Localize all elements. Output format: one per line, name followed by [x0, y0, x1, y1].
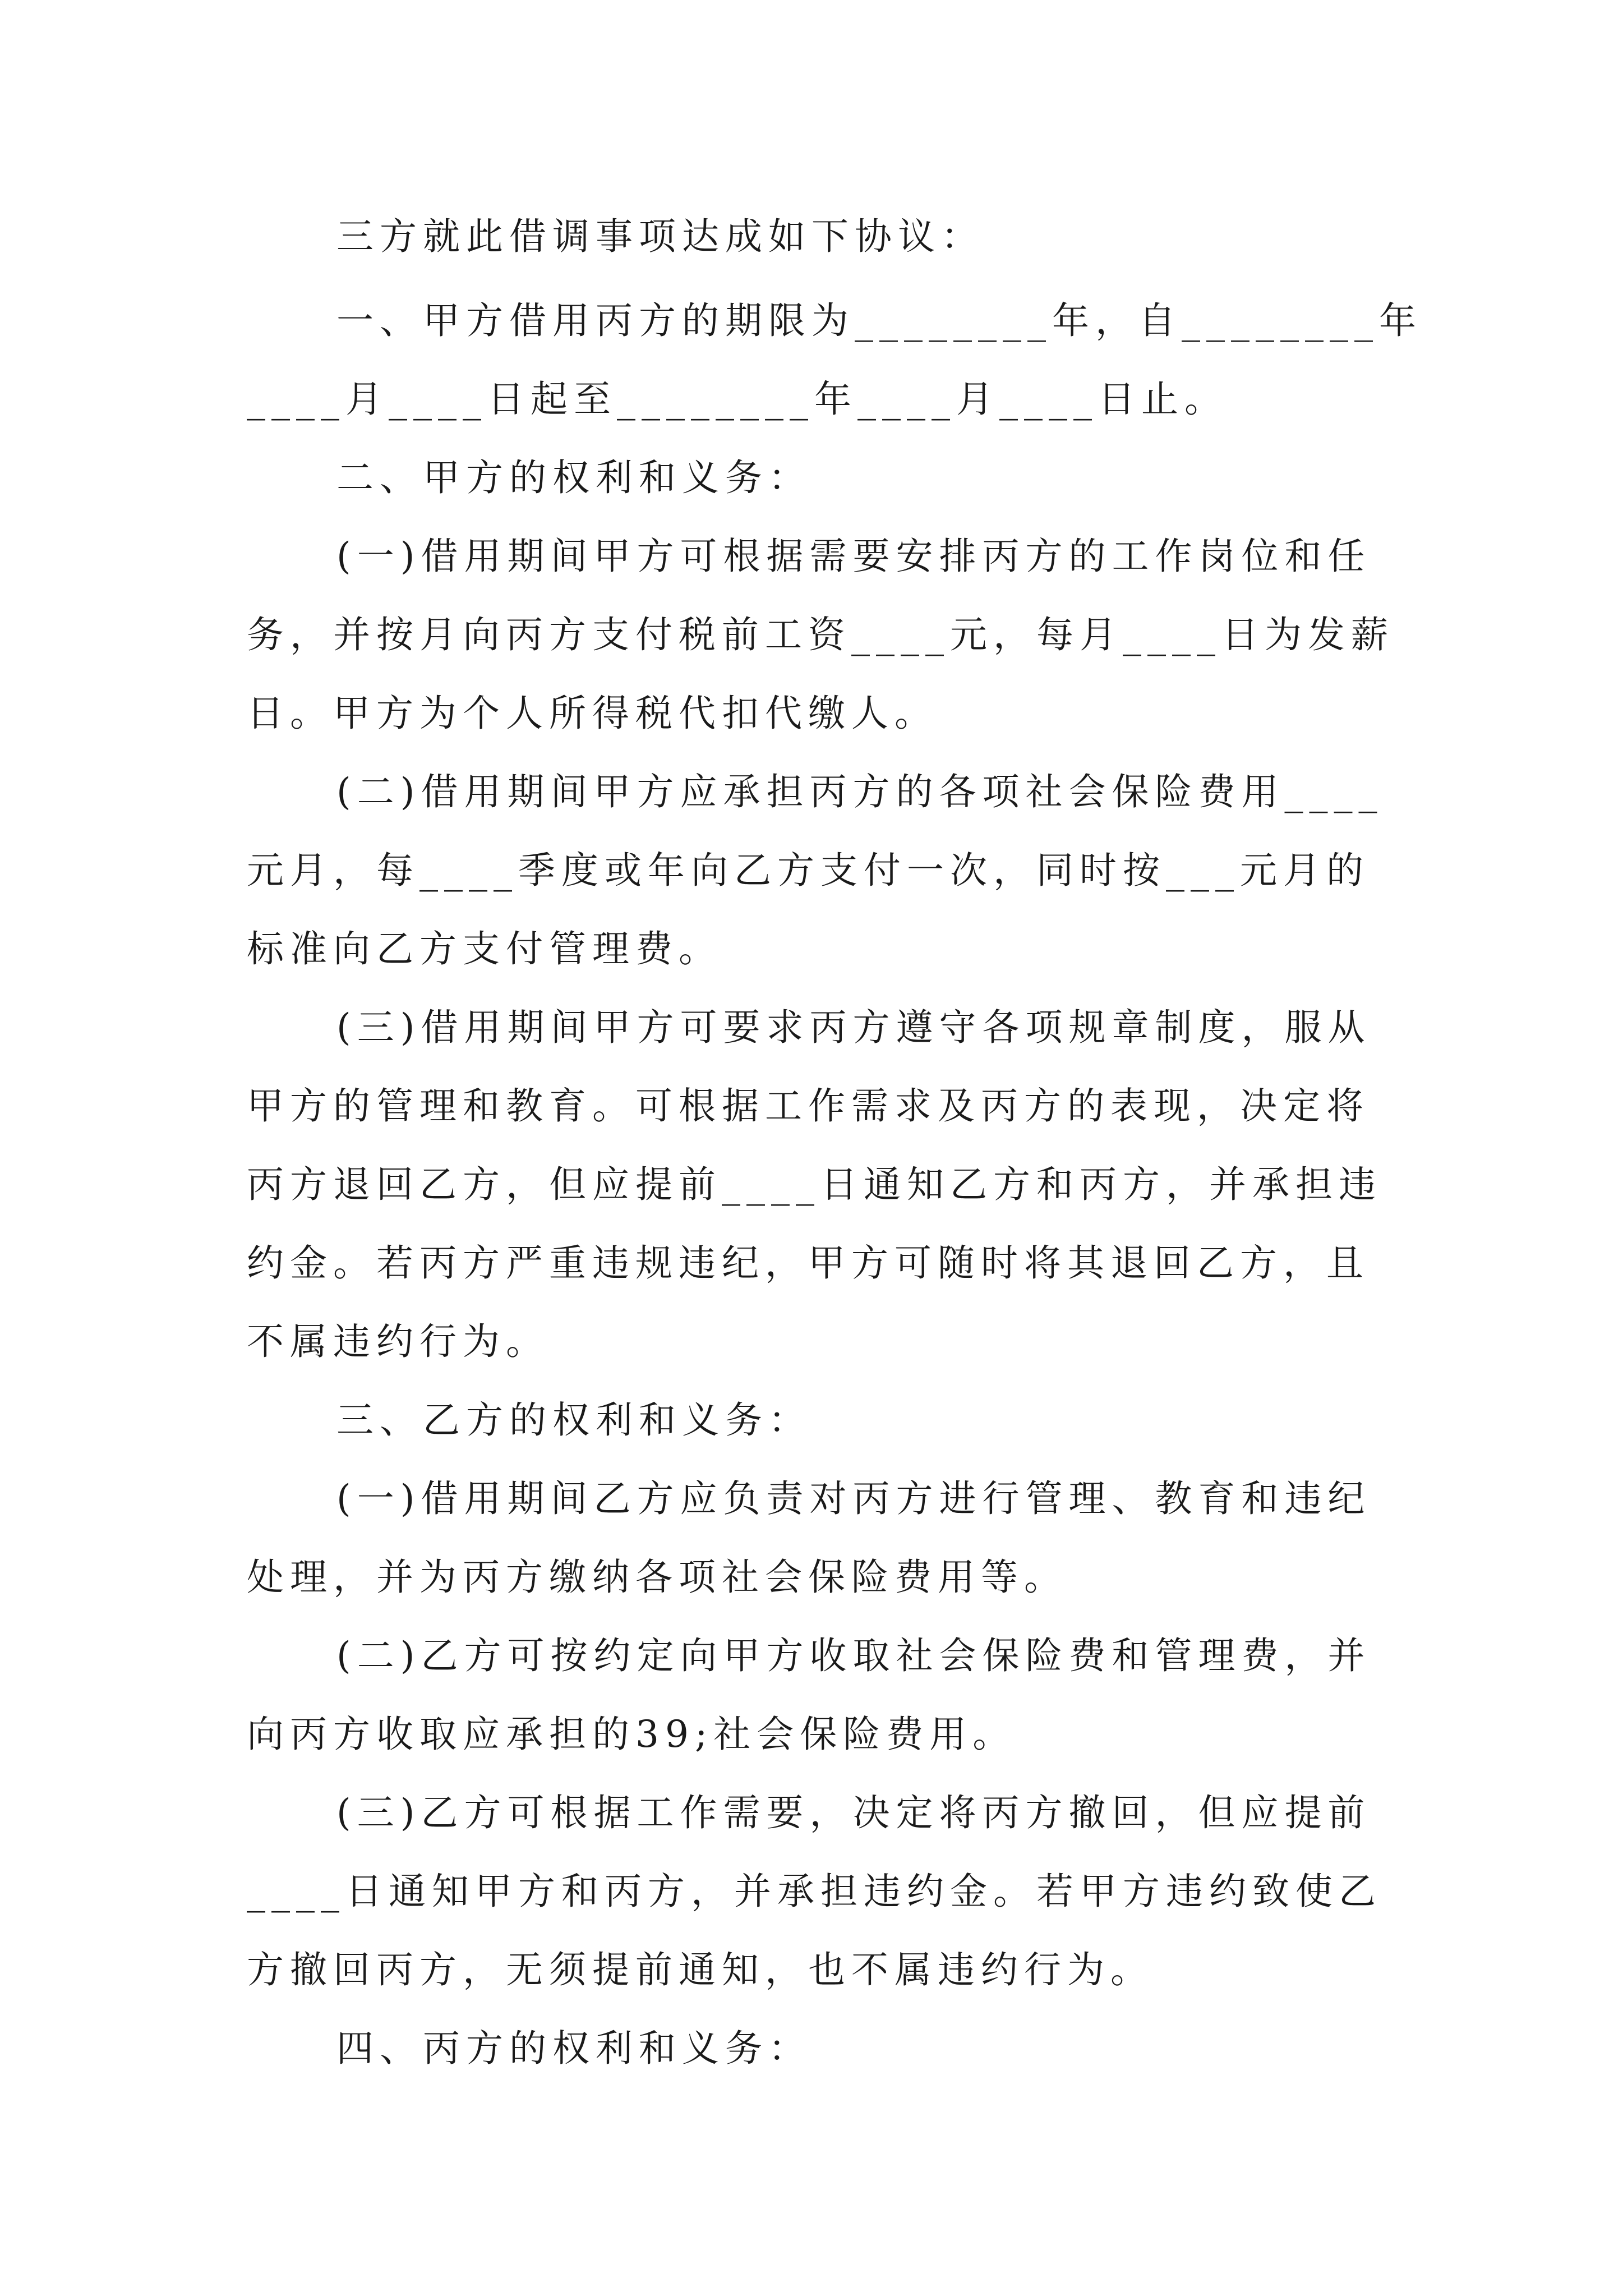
text-line: 丙方退回乙方，但应提前____日通知乙方和丙方，并承担违	[247, 1163, 1382, 1206]
text-line: (三)乙方可根据工作需要，决定将丙方撤回，但应提前	[336, 1791, 1371, 1834]
text-line: 务，并按月向丙方支付税前工资____元，每月____日为发薪	[247, 613, 1394, 656]
text-line: (一)借用期间乙方应负责对丙方进行管理、教育和违纪	[336, 1477, 1371, 1520]
text-line: 向丙方收取应承担的39;社会保险费用。	[247, 1713, 1016, 1756]
text-line: 不属违约行为。	[247, 1320, 549, 1363]
text-line: ____日通知甲方和丙方，并承担违约金。若甲方违约致使乙	[247, 1870, 1382, 1913]
text-line: 处理，并为丙方缴纳各项社会保险费用等。	[247, 1556, 1067, 1599]
text-line: 日。甲方为个人所得税代扣代缴人。	[247, 692, 938, 735]
text-line: 三、乙方的权利和义务：	[336, 1398, 811, 1442]
text-line: 标准向乙方支付管理费。	[247, 927, 722, 970]
text-line: 一、甲方借用丙方的期限为________年，自________年	[336, 299, 1422, 342]
text-line: 元月，每____季度或年向乙方支付一次，同时按___元月的	[247, 849, 1370, 892]
text-line: (三)借用期间甲方可要求丙方遵守各项规章制度，服从	[336, 1006, 1371, 1049]
text-line: 二、甲方的权利和义务：	[336, 456, 811, 499]
text-line: 约金。若丙方严重违规违纪，甲方可随时将其退回乙方，且	[247, 1241, 1370, 1285]
text-line: 四、丙方的权利和义务：	[336, 2027, 811, 2070]
text-line: (二)借用期间甲方应承担丙方的各项社会保险费用____	[336, 770, 1384, 813]
text-line: 三方就此借调事项达成如下协议：	[336, 215, 984, 258]
text-line: 方撤回丙方，无须提前通知，也不属违约行为。	[247, 1948, 1154, 1991]
text-line: (二)乙方可按约定向甲方收取社会保险费和管理费，并	[336, 1634, 1371, 1677]
text-line: (一)借用期间甲方可根据需要安排丙方的工作岗位和任	[336, 535, 1371, 578]
text-line: ____月____日起至________年____月____日止。	[247, 378, 1228, 421]
text-line: 甲方的管理和教育。可根据工作需求及丙方的表现，决定将	[247, 1084, 1370, 1128]
